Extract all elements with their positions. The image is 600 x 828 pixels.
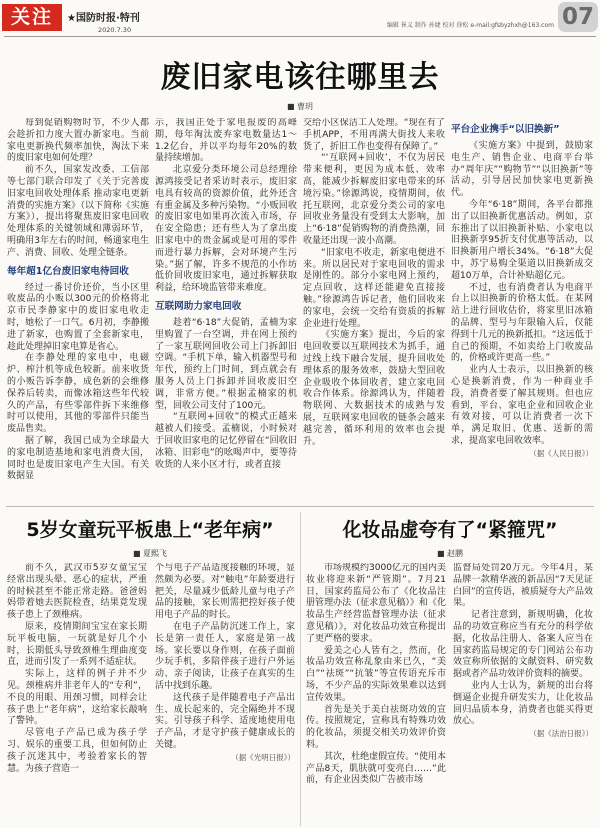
paragraph: 实际上，这样的例子并不少见。颈椎病并非老年人的“专利”，不良的用眼、用颈习惯，同样会让孩子患上“老年病”，这给家长敲响了警钟。	[7, 669, 147, 727]
right-story-byline: ■ 赵鹏	[436, 549, 464, 558]
paragraph: 这代孩子是伴随着电子产品出生、成长起来的，完全隔绝并不现实。引导孩子科学、适度地使用电子产品，才是守护孩子健康成长的关键。	[155, 692, 295, 750]
paragraph: 在李静处理的家电中，电磁炉、榨汁机等成色较新。前来收货的小贩告诉李静，成色新的会维修保养后转卖，而像冰箱这些年代较久的产品，有些零部件拆下来维修时可以使用，其他的零部件只能当废品售卖。	[7, 353, 149, 435]
paragraph: 北京爱分类环境公司总经理徐源鸿接受记者采访时表示，废旧家电具有较高的资源价值，此外还含有重金属及多种污染物。“小贩回收的废旧家电如果再次流入市场，存在安全隐患；还有些人为了拿出废旧家电中的贵金属或是可用的零件而进行暴力拆解，会对环境产生污染。”据了解，许多不规范的小作坊低价回收废旧家电，通过拆解获取利益，给环境监管带来难度。	[155, 165, 297, 294]
story-divider	[300, 512, 301, 826]
subheading: 平台企业携手“以旧换新”	[451, 124, 560, 135]
right-story-column-1	[306, 563, 446, 825]
right-story-headline: 化妆品虚夸有了“紧箍咒”	[342, 519, 558, 541]
paragraph: 监督局处罚20万元。今年4月，某品牌一款精华液的新品因“7天见证白回”的宣传语，被质疑夸大产品效果。	[453, 563, 593, 609]
page-number: 07	[558, 2, 598, 32]
section-divider	[6, 506, 594, 507]
paragraph: 不过，也有消费者认为电商平台上以旧换新的价格太低。在某网站上进行回收估价，将家里旧冰箱的品牌、型号与年限输入后，仅能得到十几元的换新抵扣。“这远低于自己的预期，不如卖给上门收废品的，价格或许更高一些。”	[451, 282, 593, 364]
paragraph: 市场规模约3000亿元的国内美妆业将迎来新“严管期”。7月21日，国家药监局公布了《化妆品注册管理办法（征求意见稿）》和《化妆品生产经营监督管理办法（征求意见稿）》，对化妆品功效宣称提出了更严格的要求。	[306, 563, 446, 644]
paragraph: 《实施方案》提出，今后的家电回收要以互联网技术为抓手，通过线上线下融合发展，提升回收处理体系的服务效率，鼓励大型回收企业吸收个体回收者，建立家电回收合作体系。徐源鸿认为，伴随着物联网、大数据技术的成熟与发展，互联网家电回收的链条会越来越完善，循环利用的效率也会提升。	[303, 330, 445, 447]
left-story-headline: 5岁女童玩平板患上“老年病”	[26, 519, 274, 541]
lead-byline: ■ 曹玥	[286, 102, 314, 111]
left-story-column-2	[155, 563, 295, 825]
header-divider	[4, 36, 596, 37]
paragraph: 前不久，武汉市5岁女童宝宝经常出现头晕、恶心的症状，严重的时候甚至不能正常走路。爸爸妈妈带着她去医院检查，结果竟发现孩子患上了颈椎病。	[7, 563, 147, 621]
left-story-byline: ■ 夏熙飞	[132, 549, 168, 558]
lead-column-1	[7, 118, 149, 504]
paragraph: “旧家电不收走，新家电便进不来。所以居民对于家电回收的需求是刚性的。部分小家电网上预约，定点回收，这样还能避免直接接触。”徐源鸿告诉记者，他们回收来的家电，会统一交给有资质的拆解企业进行处理。	[303, 247, 445, 329]
source-credit: （据《法治日报》）	[529, 729, 593, 739]
paragraph: 趁着“6·18”大促销，孟楠为家里购置了一台空调，并在网上预约了一家互联网回收公司上门拆卸旧空调。“手机下单，输入机器型号和年代，预约上门时间，到点就会有服务人员上门拆卸并回收废旧空调，非常方便。”根据孟楠家的机型，回收公司支付了100元。	[155, 317, 297, 411]
paragraph: “‘互联网+回收’，不仅为居民带来便利，更因为成本低、效率高，能减少拆解废旧家电带来的环境污染。”徐源鸿说，疫情期间，依托互联网，北京爱分类公司的家电回收业务量没有受到太大影响，加上“6·18”促销购物的消费热潮，回收量还出现一波小高潮。	[303, 153, 445, 246]
paragraph: 在电子产品防沉迷工作上，家长是第一责任人，家庭是第一战场。家长要以身作则，在孩子面前少玩手机，多陪伴孩子进行户外运动、亲子阅读，让孩子在真实的生活中找到乐趣。	[155, 621, 295, 691]
lead-column-2	[155, 118, 297, 504]
issue-date: 2020.7.30	[98, 26, 132, 34]
lead-headline: 废旧家电该往哪里去	[160, 60, 440, 95]
lead-column-3	[303, 118, 445, 504]
paragraph: 原来，疫情期间宝宝在家长期玩平板电脑，一玩就是好几个小时，长期低头导致颈椎生理曲度变直，进而引发了一系列不适症状。	[7, 621, 147, 668]
right-story-column-2	[453, 563, 593, 825]
section-tag: 关注	[2, 4, 62, 31]
paragraph: 示，我国正处于家电报废的高峰期，每年淘汰废弃家电数量达1～1.2亿台，并以平均每年20%的数量持续增加。	[155, 118, 297, 164]
source-credit: （据《光明日报》）	[231, 752, 295, 762]
paragraph: 爱美之心人皆有之，然而，化妆品功效宣称乱象由来已久，“美白”“祛斑”“抗皱”等宣传语充斥市场，不少产品的实际效果难以达到宣传效果。	[306, 645, 446, 703]
paper-name: ★国防时报·特刊	[67, 13, 140, 24]
paragraph: 个与电子产品适度接触的环境，显然颇为必要。对“触电”年龄要进行把关，尽量减少低龄儿童与电子产品的接触，家长则需把控好孩子使用电子产品的时长。	[155, 563, 295, 621]
paragraph: 《实施方案》中提到，鼓励家电生产、销售企业、电商平台举办“周年庆”“购物节”“以旧换新”等活动，引导居民加快家电更新换代。	[451, 141, 593, 199]
paragraph: 记者注意到，新规明确，化妆品的功效宣称应当有充分的科学依据，化妆品注册人、备案人应当在国家药监局规定的专门网站公布功效宣称所依据的文献资料、研究数据或者产品功效评价资料的摘要。	[453, 610, 593, 680]
paragraph: 交给小区保洁工人处理。“现在有了手机APP，不用再满大街找人来收货了，折旧工作也变得有保障了。”	[303, 118, 445, 152]
subheading: 每年超1亿台废旧家电待回收	[7, 265, 129, 277]
paragraph: 其次，杜绝虚假宣传。“使用本产品8天，肌肤就可变亮白……”此前，有企业因类似广告被市场	[306, 751, 446, 786]
paragraph: 业内人士表示，以旧换新的核心是换新消费，作为一种商业手段，消费者要了解其规则。但也应看到，平台、家电企业和回收企业有效对接，可以让消费者一次下单，满足取旧、优惠、送新的需求，提高家电回收效率。	[451, 365, 593, 446]
lead-column-4	[451, 118, 593, 504]
editor-credits: 编辑 崔义 制作 孙婕 校对 徐松 e-mail:gfsbyzhxh@163.com	[386, 22, 554, 29]
paragraph: “互联网+回收”的模式正越来越被人们接受。孟楠说，小时候对于回收旧家电的记忆停留在“回收旧冰箱、旧彩电”的吆喝声中，要等待收货的人来小区才行，或者直接	[155, 412, 297, 470]
source-credit: （据《人民日报》）	[529, 448, 593, 458]
paragraph: 首先是关于美白祛斑功效的宣传。按照规定，宣称具有特殊功效的化妆品，须提交相关功效评价资料。	[306, 704, 446, 750]
paragraph: 每到促销购物时节，不少人都会趁折扣力度大置办新家电。当前家电更新换代频率加快，淘汰下来的废旧家电如何处理？	[7, 118, 149, 164]
paragraph: 今年“6·18”期间，各平台都推出了以旧换新优惠活动。例如，京东推出了以旧换新补贴、小家电以旧换新享95折支付优惠等活动，以旧换新用户增长34%。“6·18”大促中，苏宁易购全渠道以旧换新成交超10万单，合计补贴超亿元。	[451, 199, 593, 281]
paragraph: 经过一番讨价还价，当小区里收废品的小贩以300元的价格将北京市民李静家中的废旧家电收走时，她松了一口气。6月初，李静搬进了新家，也购置了全套新家电，趁此处理掉旧家电算是省心。	[7, 282, 149, 352]
paragraph: 据了解，我国已成为全球最大的家电制造基地和家电消费大国，同时也是废旧家电产生大国。有关数据显	[7, 435, 149, 482]
paragraph: 前不久，国家发改委、工信部等七部门联合印发了《关于完善废旧家电回收处理体系 推动家电更新消费的实施方案》（以下简称《实施方案》），提出将聚焦废旧家电回收处理体系的关键领域和薄弱环节，明确用3年左右的时间，畅通家电生产、消费、回收、处理全链条。	[7, 165, 149, 258]
subheading: 互联网助力家电回收	[155, 300, 242, 312]
paragraph: 尽管电子产品已成为孩子学习、娱乐的重要工具，但如何防止孩子沉迷其中，考验着家长的智慧。为孩子营造一	[7, 728, 147, 774]
paragraph: 业内人士认为，新规的出台将倒逼企业提升研发实力，让化妆品回归品质本身，消费者也能买得更放心。	[453, 680, 593, 727]
left-story-column-1	[7, 563, 147, 825]
